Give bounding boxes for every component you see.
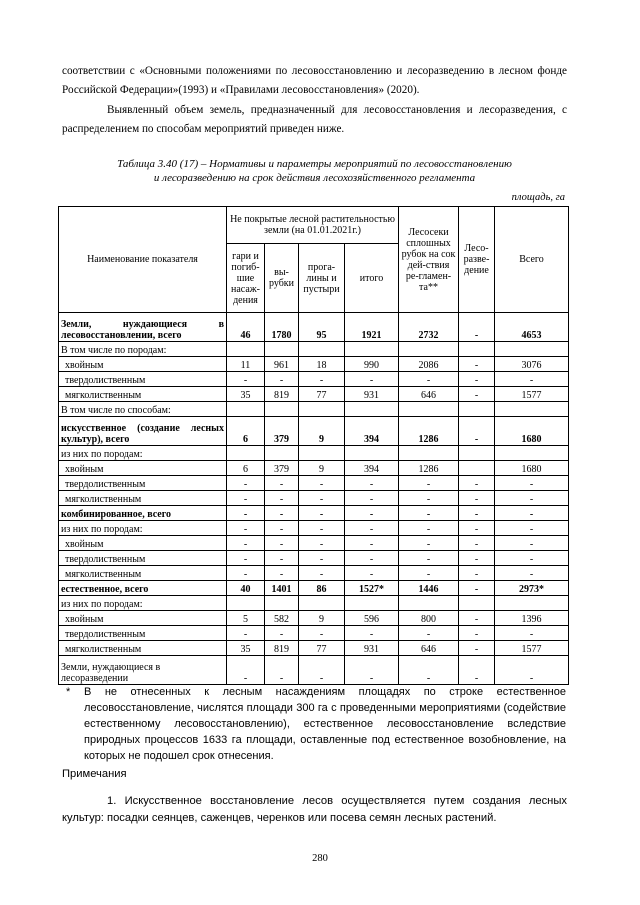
- row-cell: -: [459, 313, 495, 342]
- row-label: твердолиственным: [59, 476, 227, 491]
- row-cell: 4653: [495, 313, 569, 342]
- row-cell: -: [299, 626, 345, 641]
- header-burns: гари и погиб-шие насаж-дения: [227, 244, 265, 313]
- row-cell: 1577: [495, 387, 569, 402]
- row-label: хвойным: [59, 611, 227, 626]
- row-cell: -: [345, 506, 399, 521]
- row-cell: [265, 402, 299, 417]
- table-row: [59, 491, 569, 506]
- table-row: [59, 506, 569, 521]
- row-cell: 990: [345, 357, 399, 372]
- table-row: [59, 476, 569, 491]
- row-cell: 77: [299, 641, 345, 656]
- row-cell: -: [265, 521, 299, 536]
- row-cell: -: [495, 656, 569, 685]
- table-row: [59, 417, 569, 446]
- row-cell: -: [265, 551, 299, 566]
- table-row: [59, 372, 569, 387]
- footnote-text: В не отнесенных к лесным насаждениям площадях по строке естественное лесовосстановление, числятся площади 300 га с проведенными мероприятиями (содействие естественному лесовосстановлению), естественное лесовосстановление вследствие природных процессов 1633 га площади, оставленные под естественное возобновление, на которых не подошел срок отнесения.: [84, 686, 566, 762]
- row-cell: -: [459, 566, 495, 581]
- row-cell: 1921: [345, 313, 399, 342]
- row-cell: -: [399, 626, 459, 641]
- row-cell: 1446: [399, 581, 459, 596]
- row-cell: 1680: [495, 461, 569, 476]
- table-row: [59, 536, 569, 551]
- row-cell: -: [345, 491, 399, 506]
- footnote: [66, 684, 566, 764]
- row-cell: [495, 342, 569, 357]
- row-cell: -: [495, 536, 569, 551]
- row-cell: -: [265, 491, 299, 506]
- header-glades: прога-лины и пустыри: [299, 244, 345, 313]
- row-cell: [265, 596, 299, 611]
- row-cell: 9: [299, 461, 345, 476]
- row-cell: 9: [299, 611, 345, 626]
- row-cell: 5: [227, 611, 265, 626]
- row-cell: [345, 402, 399, 417]
- row-cell: -: [495, 626, 569, 641]
- row-cell: 1527*: [345, 581, 399, 596]
- row-cell: -: [227, 626, 265, 641]
- row-cell: -: [399, 536, 459, 551]
- row-cell: -: [345, 476, 399, 491]
- row-cell: -: [459, 476, 495, 491]
- row-label: твердолиственным: [59, 626, 227, 641]
- unit-label: площадь, га: [511, 192, 565, 203]
- table-row: [59, 656, 569, 685]
- row-label: из них по породам:: [59, 596, 227, 611]
- row-cell: -: [227, 656, 265, 685]
- row-cell: -: [495, 521, 569, 536]
- row-cell: 1680: [495, 417, 569, 446]
- row-cell: -: [227, 372, 265, 387]
- row-cell: -: [459, 387, 495, 402]
- table-row: [59, 357, 569, 372]
- table-row: [59, 566, 569, 581]
- row-cell: -: [345, 551, 399, 566]
- table-row: [59, 641, 569, 656]
- row-cell: 379: [265, 417, 299, 446]
- row-cell: [459, 402, 495, 417]
- row-cell: -: [399, 491, 459, 506]
- row-cell: -: [345, 566, 399, 581]
- row-cell: 77: [299, 387, 345, 402]
- row-cell: [399, 342, 459, 357]
- row-cell: 9: [299, 417, 345, 446]
- row-cell: -: [265, 566, 299, 581]
- row-cell: 2973*: [495, 581, 569, 596]
- row-cell: -: [227, 566, 265, 581]
- row-cell: -: [495, 372, 569, 387]
- row-cell: -: [345, 656, 399, 685]
- row-cell: -: [459, 372, 495, 387]
- row-cell: -: [345, 536, 399, 551]
- row-cell: -: [265, 476, 299, 491]
- row-cell: [345, 342, 399, 357]
- row-cell: -: [459, 536, 495, 551]
- intro-paragraph-2: Выявленный объем земель, предназначенный для лесовосстановления и лесоразведения, с распределением по способам мероприятий приведен ниже.: [62, 104, 567, 135]
- row-cell: [265, 342, 299, 357]
- row-cell: -: [459, 656, 495, 685]
- table-row: [59, 461, 569, 476]
- row-label: из них по породам:: [59, 446, 227, 461]
- table-row: [59, 521, 569, 536]
- row-cell: -: [265, 656, 299, 685]
- row-cell: [495, 446, 569, 461]
- row-label: мягколиственным: [59, 566, 227, 581]
- row-cell: [459, 596, 495, 611]
- row-cell: 596: [345, 611, 399, 626]
- row-cell: 961: [265, 357, 299, 372]
- row-cell: -: [227, 476, 265, 491]
- row-cell: 1780: [265, 313, 299, 342]
- row-cell: -: [265, 536, 299, 551]
- row-cell: -: [495, 551, 569, 566]
- row-cell: [459, 342, 495, 357]
- row-cell: [399, 596, 459, 611]
- row-cell: [227, 596, 265, 611]
- header-afforestation: Лесо-разве-дение: [459, 207, 495, 313]
- row-cell: -: [459, 506, 495, 521]
- row-cell: [495, 596, 569, 611]
- row-cell: [265, 446, 299, 461]
- row-cell: -: [227, 521, 265, 536]
- row-cell: -: [227, 536, 265, 551]
- row-cell: [227, 342, 265, 357]
- row-cell: 819: [265, 641, 299, 656]
- row-cell: -: [227, 551, 265, 566]
- row-cell: 819: [265, 387, 299, 402]
- row-cell: 2086: [399, 357, 459, 372]
- notes-title: Примечания: [62, 768, 127, 780]
- row-cell: -: [299, 551, 345, 566]
- header-clearcuts: Лесосеки сплошных рубок на сок дей-ствия ре-гламен-та**: [399, 207, 459, 313]
- row-cell: 931: [345, 641, 399, 656]
- row-cell: -: [495, 476, 569, 491]
- measures-table: [58, 206, 569, 685]
- row-cell: 1396: [495, 611, 569, 626]
- table-row: [59, 626, 569, 641]
- row-cell: -: [227, 506, 265, 521]
- row-cell: 379: [265, 461, 299, 476]
- row-cell: 394: [345, 461, 399, 476]
- row-cell: -: [495, 566, 569, 581]
- row-cell: 46: [227, 313, 265, 342]
- row-label: мягколиственным: [59, 491, 227, 506]
- row-cell: [345, 596, 399, 611]
- row-cell: 800: [399, 611, 459, 626]
- row-cell: 6: [227, 417, 265, 446]
- table-row: [59, 611, 569, 626]
- row-cell: 35: [227, 641, 265, 656]
- header-all: Всего: [495, 207, 569, 313]
- row-cell: -: [345, 372, 399, 387]
- row-cell: 40: [227, 581, 265, 596]
- row-cell: -: [399, 551, 459, 566]
- row-cell: -: [299, 521, 345, 536]
- row-cell: [459, 461, 495, 476]
- row-cell: -: [399, 521, 459, 536]
- row-cell: -: [345, 521, 399, 536]
- row-cell: [459, 446, 495, 461]
- row-cell: 394: [345, 417, 399, 446]
- row-cell: -: [299, 491, 345, 506]
- row-cell: 2732: [399, 313, 459, 342]
- intro-paragraph-1: соответствии с «Основными положениями по лесовосстановлению и лесоразведению в лесном фонде Российской Федерации»(1993) и «Правилами лесовосстановления» (2020).: [62, 65, 567, 96]
- row-label: естественное, всего: [59, 581, 227, 596]
- row-cell: [345, 446, 399, 461]
- row-cell: -: [495, 491, 569, 506]
- row-label: мягколиственным: [59, 641, 227, 656]
- row-label: из них по породам:: [59, 521, 227, 536]
- row-cell: [299, 342, 345, 357]
- row-cell: 6: [227, 461, 265, 476]
- row-cell: -: [459, 491, 495, 506]
- row-label: комбинированное, всего: [59, 506, 227, 521]
- header-name: Наименование показателя: [59, 207, 227, 313]
- row-cell: -: [399, 656, 459, 685]
- row-cell: [399, 446, 459, 461]
- row-cell: -: [265, 626, 299, 641]
- row-cell: 1577: [495, 641, 569, 656]
- row-cell: -: [459, 641, 495, 656]
- table-row: [59, 446, 569, 461]
- row-label: Земли, нуждающиеся в лесоразведении: [59, 656, 227, 685]
- row-cell: 1286: [399, 417, 459, 446]
- table-row: [59, 581, 569, 596]
- row-cell: 18: [299, 357, 345, 372]
- row-cell: -: [459, 581, 495, 596]
- table-row: [59, 551, 569, 566]
- row-label: мягколиственным: [59, 387, 227, 402]
- table-row: [59, 402, 569, 417]
- row-label: В том числе по способам:: [59, 402, 227, 417]
- table-row: [59, 387, 569, 402]
- footnote-star: *: [66, 686, 71, 698]
- row-cell: [299, 596, 345, 611]
- row-label: хвойным: [59, 357, 227, 372]
- row-cell: -: [399, 506, 459, 521]
- row-label: хвойным: [59, 536, 227, 551]
- row-cell: 35: [227, 387, 265, 402]
- row-cell: -: [265, 372, 299, 387]
- row-cell: 646: [399, 641, 459, 656]
- row-cell: 11: [227, 357, 265, 372]
- row-label: твердолиственным: [59, 551, 227, 566]
- row-cell: [299, 402, 345, 417]
- row-cell: [227, 446, 265, 461]
- row-cell: [299, 446, 345, 461]
- table-row: [59, 313, 569, 342]
- row-label: Земли, нуждающиеся в лесовосстановлении, всего: [59, 313, 227, 342]
- row-cell: [399, 402, 459, 417]
- row-cell: 86: [299, 581, 345, 596]
- row-cell: -: [459, 357, 495, 372]
- row-cell: -: [265, 506, 299, 521]
- row-cell: -: [299, 656, 345, 685]
- row-cell: -: [299, 536, 345, 551]
- row-cell: -: [459, 626, 495, 641]
- row-cell: -: [459, 611, 495, 626]
- page-number: 280: [312, 853, 328, 864]
- row-cell: -: [299, 476, 345, 491]
- row-cell: -: [299, 372, 345, 387]
- table-caption-line-2: и лесоразведению на срок действия лесохозяйственного регламента: [153, 172, 476, 184]
- note-1: 1. Искусственное восстановление лесов осуществляется путем создания лесных культур: посадки сеянцев, саженцев, черенков или посева семян лесных растений.: [62, 795, 567, 824]
- row-cell: 95: [299, 313, 345, 342]
- row-cell: -: [399, 476, 459, 491]
- row-label: В том числе по породам:: [59, 342, 227, 357]
- row-label: хвойным: [59, 461, 227, 476]
- row-cell: -: [459, 551, 495, 566]
- row-cell: [495, 402, 569, 417]
- row-cell: -: [399, 566, 459, 581]
- row-cell: -: [399, 372, 459, 387]
- header-total: итого: [345, 244, 399, 313]
- row-label: искусственное (создание лесных культур), всего: [59, 417, 227, 446]
- row-cell: 646: [399, 387, 459, 402]
- header-cuts: вы-рубки: [265, 244, 299, 313]
- header-group: Не покрытые лесной растительностью земли (на 01.01.2021г.): [227, 207, 399, 244]
- row-cell: 931: [345, 387, 399, 402]
- row-cell: -: [227, 491, 265, 506]
- row-cell: -: [299, 506, 345, 521]
- row-label: твердолиственным: [59, 372, 227, 387]
- row-cell: -: [299, 566, 345, 581]
- row-cell: -: [345, 626, 399, 641]
- table-row: [59, 596, 569, 611]
- table-caption-line-1: Таблица 3.40 (17) – Нормативы и параметры мероприятий по лесовосстановлению: [117, 158, 512, 170]
- row-cell: 1286: [399, 461, 459, 476]
- row-cell: 582: [265, 611, 299, 626]
- row-cell: -: [495, 506, 569, 521]
- row-cell: 1401: [265, 581, 299, 596]
- row-cell: -: [459, 417, 495, 446]
- row-cell: -: [459, 521, 495, 536]
- row-cell: 3076: [495, 357, 569, 372]
- row-cell: [227, 402, 265, 417]
- table-row: [59, 342, 569, 357]
